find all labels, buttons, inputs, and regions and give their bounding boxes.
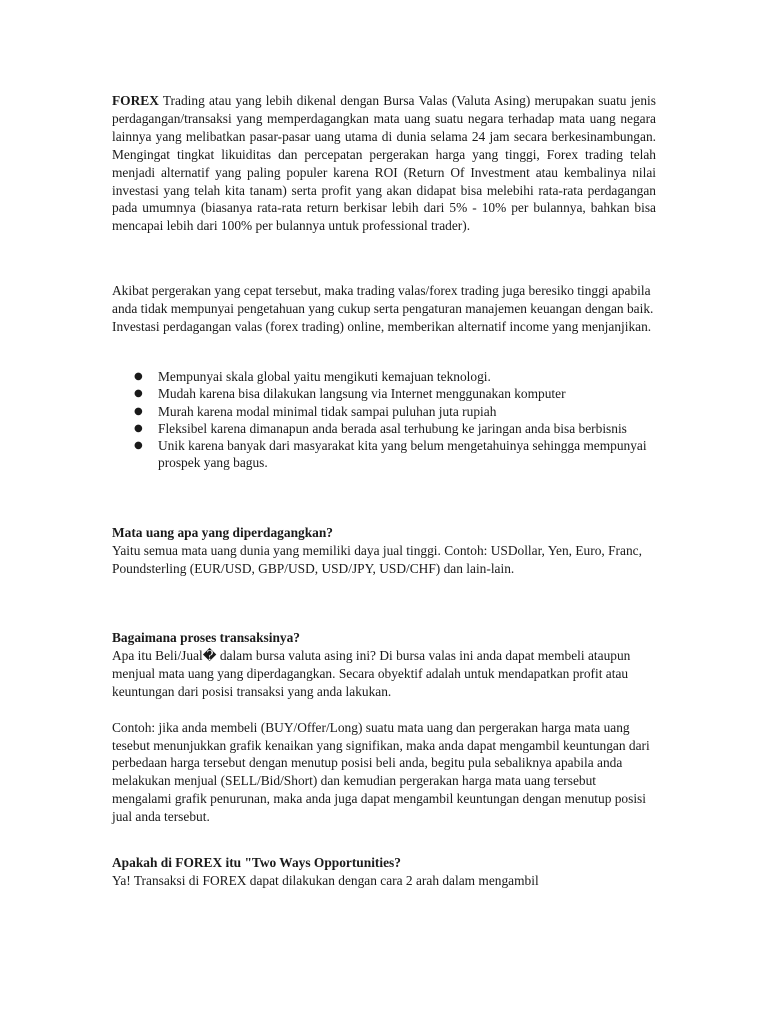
list-item-text: Mudah karena bisa dilakukan langsung via Internet menggunakan komputer bbox=[158, 386, 566, 402]
bullet-icon: ● bbox=[134, 422, 143, 434]
list-item-text: Unik karena banyak dari masyarakat kita yang belum mengetahuinya sehingga mempunyai prospek yang bagus. bbox=[158, 438, 647, 471]
intro-paragraph bbox=[112, 92, 656, 235]
bullet-icon: ● bbox=[134, 405, 143, 417]
process-heading: Bagaimana proses transaksinya? bbox=[112, 630, 300, 645]
bullet-icon: ● bbox=[134, 388, 143, 400]
currency-heading: Mata uang apa yang diperdagangkan? bbox=[112, 525, 333, 540]
intro-lead-bold: FOREX bbox=[112, 93, 159, 108]
two-ways-heading: Apakah di FOREX itu "Two Ways Opportunities? bbox=[112, 855, 401, 870]
list-item bbox=[112, 368, 656, 385]
list-item-text: Mempunyai skala global yaitu mengikuti kemajuan teknologi. bbox=[158, 369, 491, 384]
list-item-text: Fleksibel karena dimanapun anda berada asal terhubung ke jaringan anda bisa berbisnis bbox=[158, 420, 627, 436]
benefits-list bbox=[112, 368, 656, 472]
benefits-list-section bbox=[112, 368, 656, 472]
process-section bbox=[112, 629, 656, 826]
list-item-text: Murah karena modal minimal tidak sampai puluhan juta rupiah bbox=[158, 403, 497, 419]
intro-text: Trading atau yang lebih dikenal dengan Bursa Valas (Valuta Asing) merupakan suatu jenis perdagangan/transaksi yang memperdagangkan mata uang suatu negara terhadap mata uang negara lainnya yang melibatkan pasar-pasar uang utama di dunia selama 24 jam secara berkesinambungan. Mengingat tingkat likuiditas dan percepatan pergerakan harga yang tinggi, Forex trading telah menjadi alternatif yang paling populer karena ROI (Return Of Investment atau kembalinya nilai investasi yang telah kita tanam) serta profit yang akan didapat bisa melebihi rata-rata perdagangan pada umumnya (biasanya rata-rata return berkisar lebih dari 5% - 10% per bulannya, bahkan bisa mencapai lebih dari 100% per bulannya untuk professional trader). bbox=[112, 93, 656, 234]
process-text-2: Contoh: jika anda membeli (BUY/Offer/Long) suatu mata uang dan pergerakan harga mata uang tesebut menunjukkan grafik kenaikan yang signifikan, maka anda dapat mengambil keuntungan dari perbedaan harga tersebut dengan menutup posisi beli anda, begitu pula sebaliknya apabila anda melakukan menjual (SELL/Bid/Short) dan kemudian pergerakan harga mata uang tersebut mengalami grafik penurunan, maka anda juga dapat mengambil keuntungan dengan menutup posisi jual anda tersebut. bbox=[112, 719, 650, 825]
currency-section bbox=[112, 524, 656, 578]
two-ways-section bbox=[112, 854, 656, 890]
risk-paragraph: Akibat pergerakan yang cepat tersebut, maka trading valas/forex trading juga beresiko tinggi apabila anda tidak mempunyai pengetahuan yang cukup serta pengaturan manajemen keuangan dengan baik. Investasi perdagangan valas (forex trading) online, memberikan alternatif income yang menjanjikan. bbox=[112, 283, 654, 334]
intro-section bbox=[112, 92, 656, 235]
currency-text: Yaitu semua mata uang dunia yang memiliki daya jual tinggi. Contoh: USDollar, Yen, Euro, Franc, Poundsterling (EUR/USD, GBP/USD, USD/JPY, USD/CHF) dan lain-lain. bbox=[112, 542, 642, 576]
two-ways-text: Ya! Transaksi di FOREX dapat dilakukan dengan cara 2 arah dalam mengambil bbox=[112, 872, 539, 888]
bullet-icon: ● bbox=[134, 371, 143, 382]
list-item bbox=[112, 403, 656, 420]
bullet-icon: ● bbox=[134, 440, 143, 452]
risk-section bbox=[112, 282, 656, 336]
process-text-1: Apa itu Beli/Jual� dalam bursa valuta asing ini? Di bursa valas ini anda dapat membeli ataupun menjual mata uang yang diperdagangkan. Secara obyektif adalah untuk mendapatkan profit atau keuntungan dari posisi transaksi yang anda lakukan. bbox=[112, 647, 631, 699]
list-item bbox=[112, 437, 656, 472]
list-item bbox=[112, 420, 656, 437]
list-item bbox=[112, 385, 656, 402]
